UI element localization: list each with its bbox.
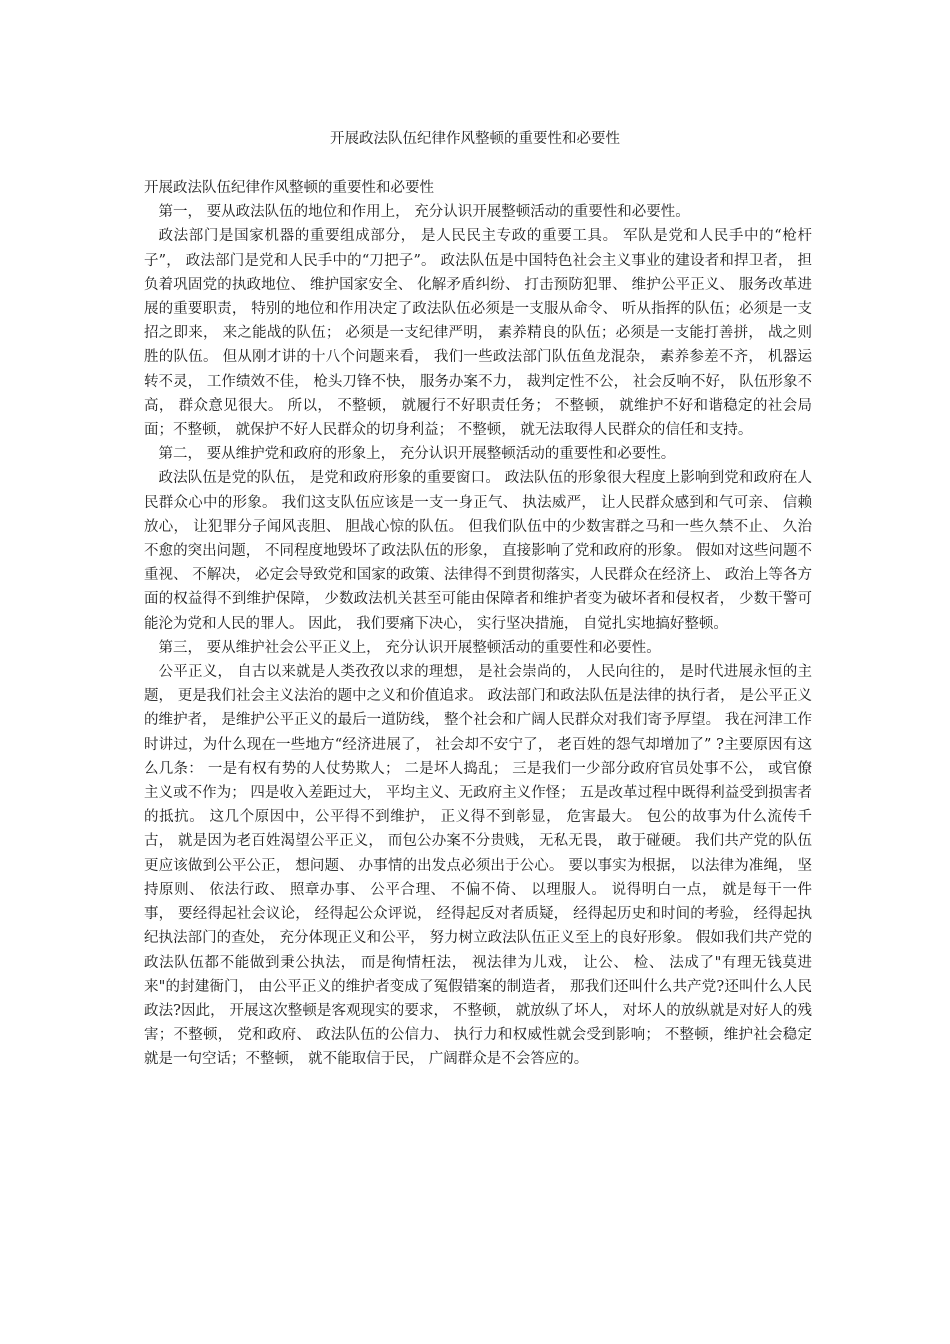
body-paragraph-3: 公平正义， 自古以来就是人类孜孜以求的理想， 是社会崇尚的， 人民向往的， 是时代进展永恒的主题， 更是我们社会主义法治的题中之义和价值追求。 政法部门和政法队伍是法律的执行者， 是公平正义的维护者， 是维护公平正义的最后一道防线， 整个社会和广阔人民群众对我们寄予厚望。 我在河津工作时讲过，为什么现在一些地方“经济进展了， 社会却不安宁了， 老百姓的怨气却增加了” ?主要原因有这么几条： 一是有权有势的人仗势欺人； 二是坏人捣乱； 三是我们一少部分政府官员处事不公， 或官僚主义或不作为； 四是收入差距过大， 平均主义、无政府主义作怪； 五是改革过程中既得利益受到损害者的抵抗。 这几个原因中，公平得不到维护， 正义得不到彰显， 危害最大。 包公的故事为什么流传千古， 就是因为老百姓渴望公平正义， 而包公办案不分贵贱， 无私无畏， 敢于碰硬。 我们共产党的队伍更应该做到公平公正， 想问题、 办事情的出发点必须出于公心。 要以事实为根据， 以法律为准绳， 坚持原则、 依法行政、 照章办事、 公平合理、 不偏不倚、 以理服人。 说得明白一点， 就是每干一件事， 要经得起社会议论， 经得起公众评说， 经得起反对者质疑， 经得起历史和时间的考验， 经得起执纪执法部门的查处， 充分体现正义和公平， 努力树立政法队伍正义至上的良好形象。 假如我们共产党的政法队伍都不能做到秉公执法， 而是徇情枉法， 视法律为儿戏， 让公、 检、 法成了"有理无钱莫进来"的封建衙门， 由公平正义的维护者变成了冤假错案的制造者， 那我们还叫什么共产党?还叫什么人民政法?因此， 开展这次整顿是客观现实的要求， 不整顿， 就放纵了坏人， 对坏人的放纵就是对好人的残害；不整顿， 党和政府、 政法队伍的公信力、 执行力和权威性就会受到影响； 不整顿，维护社会稳定就是一句空话；不整顿， 就不能取信于民， 广阔群众是不会答应的。 [144,664,812,1068]
document-subtitle: 开展政法队伍纪律作风整顿的重要性和必要性 [144,180,434,196]
document-title: 开展政法队伍纪律作风整顿的重要性和必要性 [330,131,620,147]
section-heading-1: 第一， 要从政法队伍的地位和作用上， 充分认识开展整顿活动的重要性和必要性。 [158,204,690,221]
section-heading-2: 第二， 要从维护党和政府的形象上， 充分认识开展整顿活动的重要性和必要性。 [158,446,676,463]
body-paragraph-2: 政法队伍是党的队伍， 是党和政府形象的重要窗口。 政法队伍的形象很大程度上影响到党和政府在人民群众心中的形象。 我们这支队伍应该是一支一身正气、 执法威严， 让人民群众感到和气可亲、 信赖放心， 让犯罪分子闻风丧胆、 胆战心惊的队伍。 但我们队伍中的少数害群之马和一些久禁不止、 久治不愈的突出问题， 不同程度地毁坏了政法队伍的形象， 直接影响了党和政府的形象。 假如对这些问题不重视、 不解决， 必定会导致党和国家的政策、法律得不到贯彻落实，人民群众在经济上、 政治上等各方面的权益得不到维护保障， 少数政法机关甚至可能由保障者和维护者变为破坏者和侵权者， 少数干警可能沦为党和人民的罪人。 因此， 我们要痛下决心， 实行坚决措施， 自觉扎实地搞好整顿。 [144,470,812,632]
section-heading-3: 第三， 要从维护社会公平正义上， 充分认识开展整顿活动的重要性和必要性。 [158,639,661,656]
document-body [144,176,812,1072]
body-paragraph-1: 政法部门是国家机器的重要组成部分， 是人民民主专政的重要工具。 军队是党和人民手中的“枪杆子”， 政法部门是党和人民手中的“刀把子”。 政法队伍是中国特色社会主义事业的建设者和捍卫者， 担负着巩固党的执政地位、 维护国家安全、 化解矛盾纠纷、 打击预防犯罪、 维护公平正义、 服务改革进展的重要职责， 特别的地位和作用决定了政法队伍必须是一支服从命令、 听从指挥的队伍；必须是一支招之即来， 来之能战的队伍； 必须是一支纪律严明， 素养精良的队伍；必须是一支能打善拼， 战之则胜的队伍。 但从刚才讲的十八个问题来看， 我们一些政法部门队伍鱼龙混杂， 素养参差不齐， 机器运转不灵， 工作绩效不佳， 枪头刀锋不快， 服务办案不力， 裁判定性不公， 社会反响不好， 队伍形象不高， 群众意见很大。 所以， 不整顿， 就履行不好职责任务； 不整顿， 就维护不好和谐稳定的社会局面；不整顿， 就保护不好人民群众的切身利益； 不整顿， 就无法取得人民群众的信任和支持。 [144,228,812,439]
